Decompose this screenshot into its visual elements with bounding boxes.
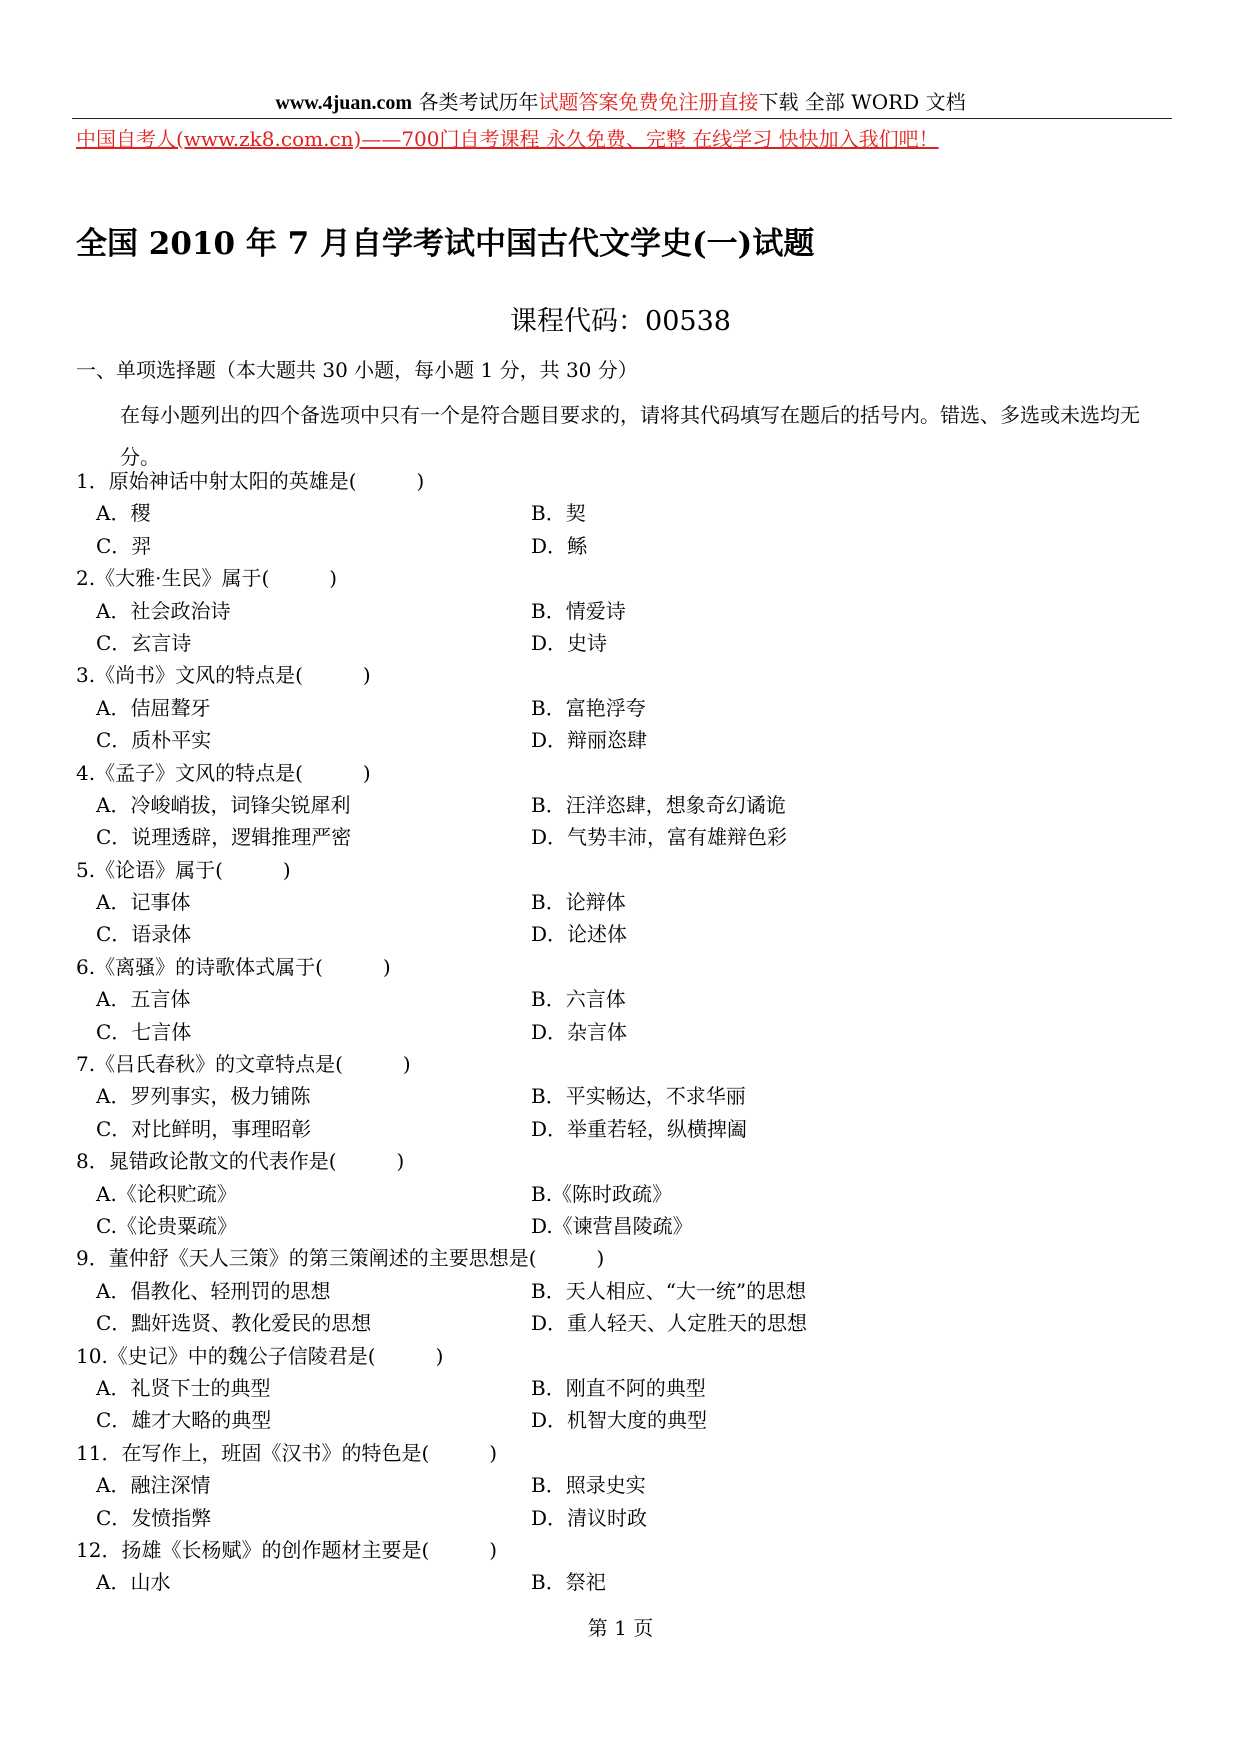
option-a: A．礼贤下士的典型	[96, 1375, 271, 1400]
option-row	[76, 918, 1176, 950]
option-b: B．祭祀	[531, 1570, 606, 1595]
option-d: D．气势丰沛，富有雄辩色彩	[531, 825, 788, 850]
option-row	[76, 1404, 1176, 1436]
question-stem: 6.《离骚》的诗歌体式属于( )	[76, 954, 391, 979]
question-stem: 9．董仲舒《天人三策》的第三策阐述的主要思想是( )	[76, 1246, 605, 1271]
question-stem: 10.《史记》中的魏公子信陵君是( )	[76, 1343, 444, 1368]
question-stem: 4.《孟子》文风的特点是( )	[76, 760, 371, 785]
option-a: A．佶屈聱牙	[96, 695, 211, 720]
option-b: B．契	[531, 501, 586, 526]
option-a: A．社会政治诗	[96, 598, 231, 623]
option-row	[76, 1178, 1176, 1210]
option-d: D．史诗	[531, 630, 608, 655]
option-c: C.《论贵粟疏》	[96, 1213, 237, 1238]
option-a: A．倡教化、轻刑罚的思想	[96, 1278, 331, 1303]
option-row	[76, 595, 1176, 627]
option-row	[76, 1113, 1176, 1145]
header-divider	[72, 118, 1172, 119]
option-d: D．重人轻天、人定胜天的思想	[531, 1311, 808, 1336]
section-heading: 一、单项选择题（本大题共 30 小题，每小题 1 分，共 30 分）	[76, 358, 638, 382]
option-row	[76, 1372, 1176, 1404]
option-d: D.《谏营昌陵疏》	[531, 1213, 693, 1238]
page-header	[0, 88, 1241, 117]
option-row	[76, 1469, 1176, 1501]
option-row	[76, 1275, 1176, 1307]
header-text-1: 各类考试历年	[412, 90, 539, 114]
option-a: A．记事体	[96, 890, 191, 915]
option-b: B．刚直不阿的典型	[531, 1375, 706, 1400]
option-a: A．山水	[96, 1570, 171, 1595]
option-c: C．发愤指弊	[96, 1505, 212, 1530]
question-stem: 8．晁错政论散文的代表作是( )	[76, 1149, 405, 1174]
option-d: D．辩丽恣肆	[531, 728, 648, 753]
option-b: B．富艳浮夸	[531, 695, 646, 720]
option-a: A．冷峻峭拔，词锋尖锐犀利	[96, 792, 351, 817]
option-row	[76, 530, 1176, 562]
option-row	[76, 1210, 1176, 1242]
option-row	[76, 886, 1176, 918]
header-text-red: 试题答案免费免注册直接	[538, 90, 759, 114]
question-stem: 2.《大雅·生民》属于( )	[76, 566, 338, 591]
option-b: B.《陈时政疏》	[531, 1181, 673, 1206]
option-b: B．汪洋恣肆，想象奇幻谲诡	[531, 792, 786, 817]
question-stem: 5.《论语》属于( )	[76, 857, 291, 882]
header-text-2: 下载 全部 WORD 文档	[758, 90, 966, 114]
option-b: B．情爱诗	[531, 598, 626, 623]
question-stem: 12．扬雄《长杨赋》的创作题材主要是( )	[76, 1537, 498, 1562]
option-d: D．举重若轻，纵横捭阖	[531, 1116, 748, 1141]
option-c: C．七言体	[96, 1019, 192, 1044]
option-d: D．杂言体	[531, 1019, 628, 1044]
option-b: B．平实畅达，不求华丽	[531, 1084, 746, 1109]
option-row	[76, 789, 1176, 821]
instruction: 在每小题列出的四个备选项中只有一个是符合题目要求的，请将其代码填写在题后的括号内。错选、多选或未选均无分。	[120, 403, 1140, 469]
option-b: B．照录史实	[531, 1473, 646, 1498]
option-c: C．语录体	[96, 922, 192, 947]
option-d: D．论述体	[531, 922, 628, 947]
option-c: C．雄才大略的典型	[96, 1408, 272, 1433]
option-a: A．五言体	[96, 987, 191, 1012]
option-c: C．质朴平实	[96, 728, 212, 753]
option-row	[76, 1307, 1176, 1339]
exam-title: 全国 2010 年 7 月自学考试中国古代文学史(一)试题	[76, 226, 815, 262]
option-c: C．黜奸选贤、教化爱民的思想	[96, 1311, 372, 1336]
option-row	[76, 1566, 1176, 1598]
ad-link[interactable]: 中国自考人(www.zk8.com.cn)——700门自考课程 永久免费、完整 在线学习 快快加入我们吧！	[76, 127, 939, 151]
question-stem: 1．原始神话中射太阳的英雄是( )	[76, 469, 425, 493]
option-row	[76, 627, 1176, 659]
option-b: B．天人相应、“大一统”的思想	[531, 1278, 807, 1303]
option-d: D．鲧	[531, 533, 588, 558]
option-c: C．对比鲜明，事理昭彰	[96, 1116, 312, 1141]
option-d: D．机智大度的典型	[531, 1408, 708, 1433]
option-a: A．稷	[96, 501, 151, 526]
option-row	[76, 497, 1176, 529]
option-row	[76, 1016, 1176, 1048]
option-c: C．玄言诗	[96, 630, 192, 655]
header-site[interactable]: www.4juan.com	[275, 92, 413, 114]
question-list	[76, 465, 1176, 1599]
question-stem: 3.《尚书》文风的特点是( )	[76, 663, 371, 688]
option-row	[76, 692, 1176, 724]
option-row	[76, 821, 1176, 853]
option-a: A．罗列事实，极力铺陈	[96, 1084, 311, 1109]
question-stem: 11．在写作上，班固《汉书》的特色是( )	[76, 1440, 498, 1465]
option-row	[76, 983, 1176, 1015]
option-a: A.《论积贮疏》	[96, 1181, 237, 1206]
option-c: C．羿	[96, 533, 152, 558]
option-c: C．说理透辟，逻辑推理严密	[96, 825, 352, 850]
course-code: 课程代码：00538	[510, 306, 731, 337]
option-row	[76, 1080, 1176, 1112]
option-d: D．清议时政	[531, 1505, 648, 1530]
option-row	[76, 1502, 1176, 1534]
option-row	[76, 724, 1176, 756]
option-b: B．论辩体	[531, 890, 626, 915]
option-b: B．六言体	[531, 987, 626, 1012]
question-stem: 7.《吕氏春秋》的文章特点是( )	[76, 1052, 411, 1077]
option-a: A．融注深情	[96, 1473, 211, 1498]
page-number: 第 1 页	[587, 1616, 654, 1640]
